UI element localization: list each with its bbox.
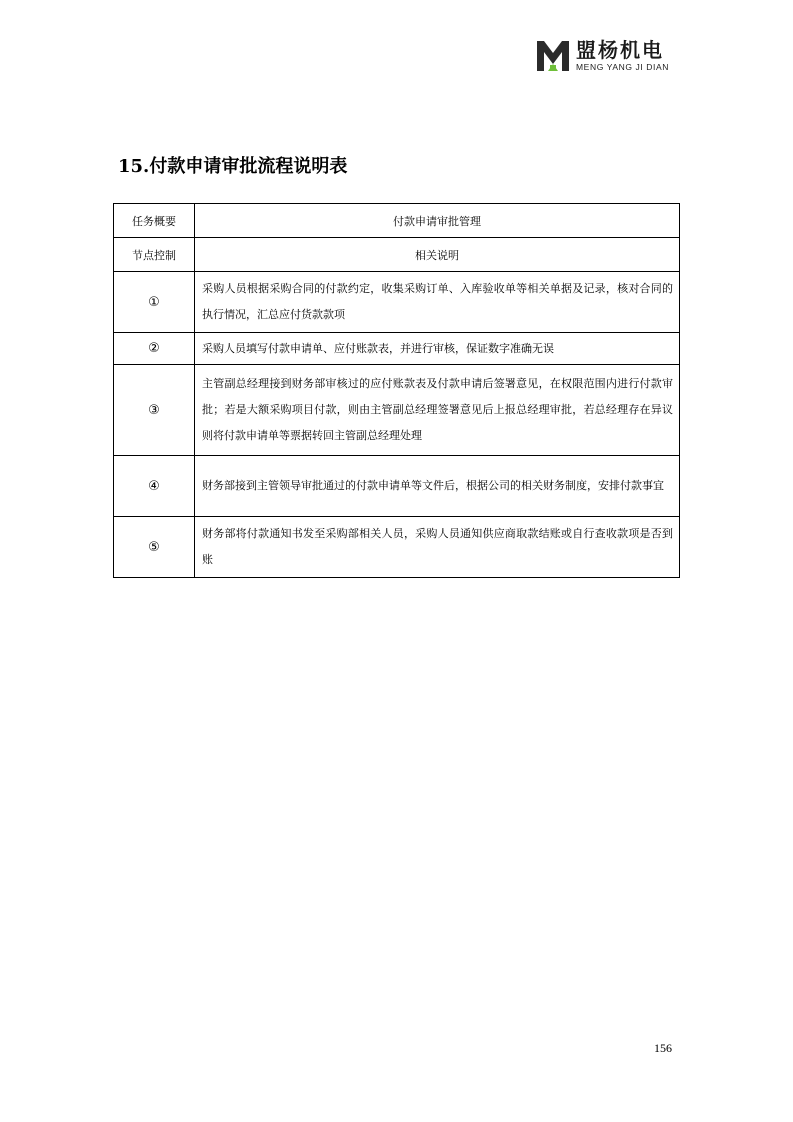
row-number: ② — [114, 333, 195, 365]
row-description: 财务部接到主管领导审批通过的付款申请单等文件后，根据公司的相关财务制度，安排付款事宜 — [195, 456, 680, 517]
row-description: 采购人员根据采购合同的付款约定，收集采购订单、入库验收单等相关单据及记录，核对合同的执行情况，汇总应付货款款项 — [195, 272, 680, 333]
logo-text — [576, 40, 669, 72]
row-description: 采购人员填写付款申请单、应付账款表，并进行审核，保证数字准确无误 — [195, 333, 680, 365]
row-description: 主管副总经理接到财务部审核过的应付账款表及付款申请后签署意见，在权限范围内进行付款审批；若是大额采购项目付款，则由主管副总经理签署意见后上报总经理审批，若总经理存在异议则将付款申请单等票据转回主管副总经理处理 — [195, 365, 680, 456]
row-description: 财务部将付款通知书发至采购部相关人员，采购人员通知供应商取款结账或自行查收款项是否到账 — [195, 517, 680, 578]
table-row — [114, 517, 680, 578]
page-number: 156 — [654, 1041, 672, 1055]
node-label: 节点控制 — [114, 238, 195, 272]
table-row — [114, 456, 680, 517]
flow-description-table — [113, 203, 680, 578]
table-row — [114, 365, 680, 456]
row-number: ① — [114, 272, 195, 333]
row-number: ④ — [114, 456, 195, 517]
table-row-node — [114, 238, 680, 272]
section-title: 15.付款申请审批流程说明表 — [118, 156, 348, 177]
table-row — [114, 333, 680, 365]
logo-name: 盟杨机电 — [576, 38, 664, 63]
row-number: ③ — [114, 365, 195, 456]
row-number: ⑤ — [114, 517, 195, 578]
logo-subtitle: MENG YANG JI DIAN — [576, 62, 670, 73]
task-value: 付款申请审批管理 — [195, 204, 680, 238]
company-logo — [536, 38, 669, 74]
task-label: 任务概要 — [114, 204, 195, 238]
table-row-task — [114, 204, 680, 238]
table-row — [114, 272, 680, 333]
node-value: 相关说明 — [195, 238, 680, 272]
logo-m-icon — [536, 39, 570, 73]
